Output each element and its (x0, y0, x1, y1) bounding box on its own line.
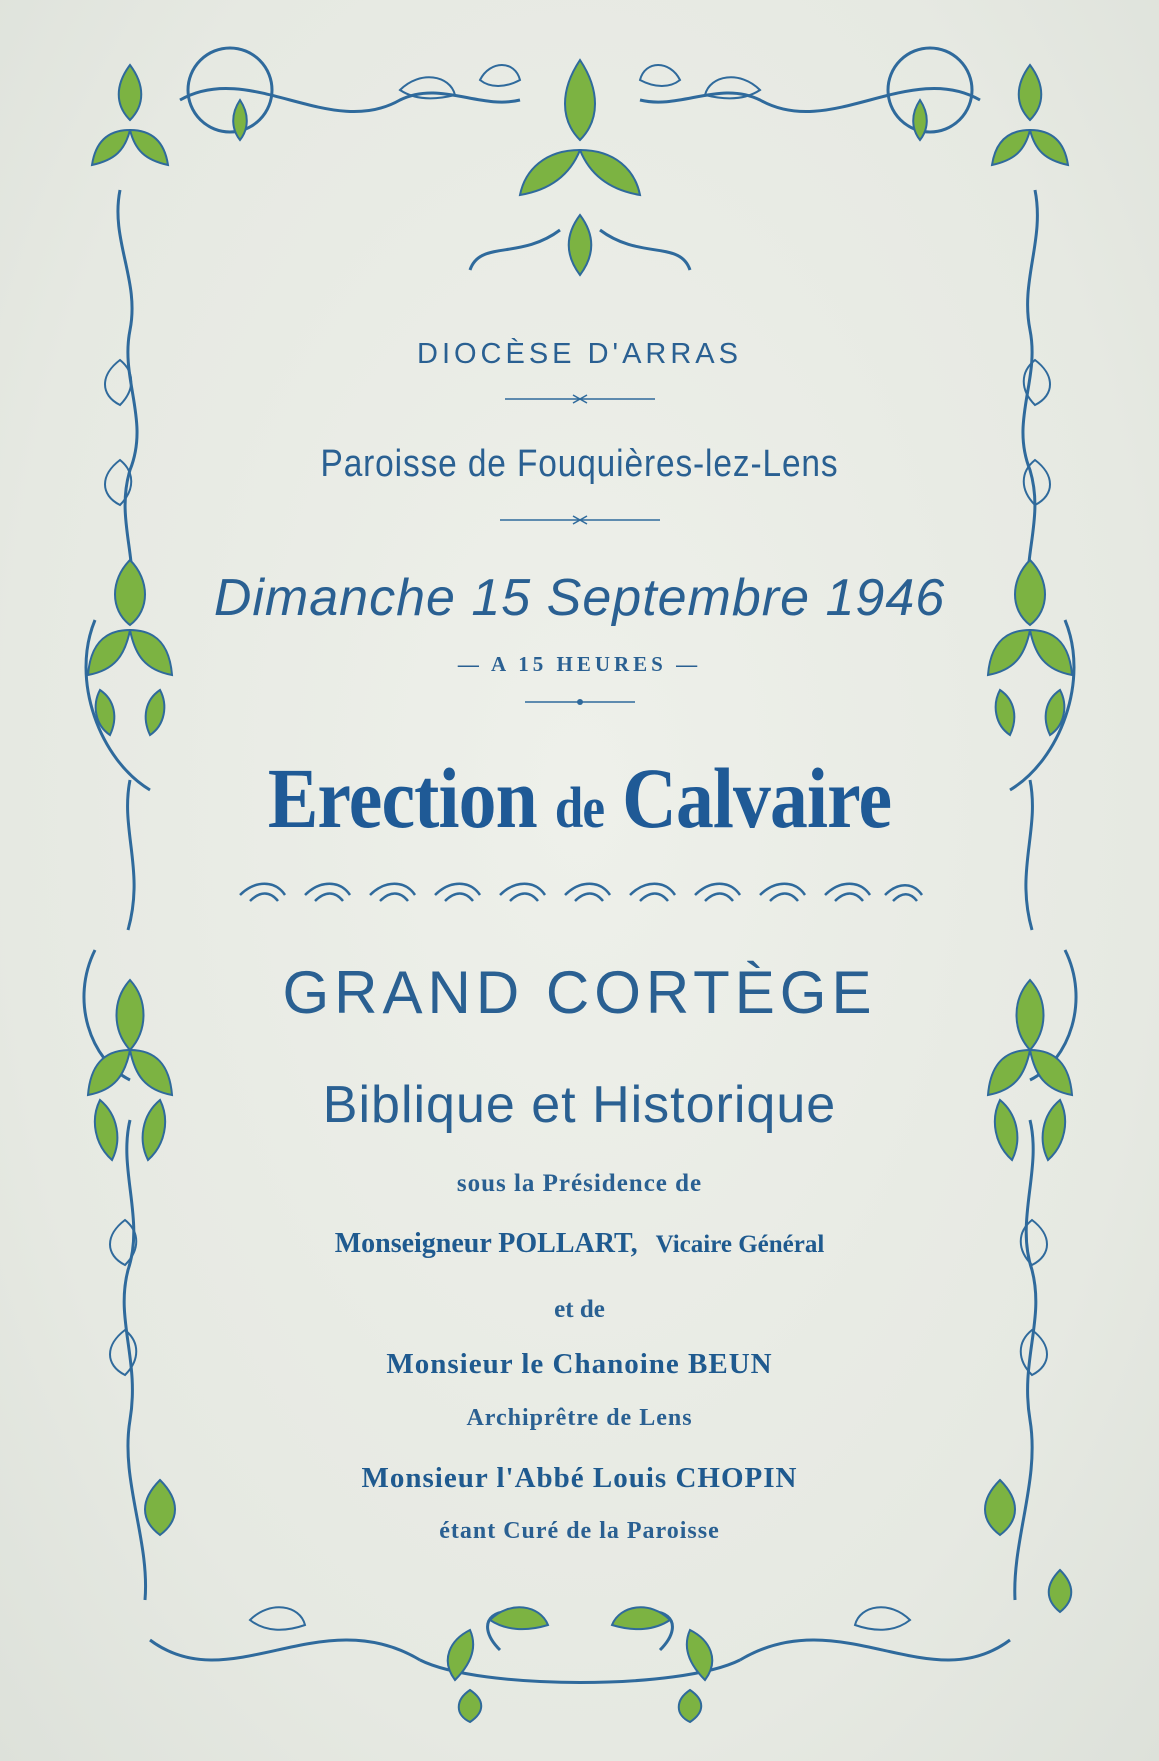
presiding-person-3: Monsieur l'Abbé Louis CHOPIN (361, 1462, 798, 1494)
person-1-name: Monseigneur POLLART, (334, 1228, 638, 1259)
procession-heading: GRAND CORTÈGE (282, 959, 877, 1026)
event-time: — A 15 HEURES — (457, 652, 702, 676)
divider-rule (500, 513, 660, 527)
event-title (70, 748, 1090, 848)
title-word-erection: Erection (267, 750, 537, 846)
divider-rule (505, 392, 655, 406)
presiding-person-1 (0, 1228, 1159, 1260)
person-1-title: Vicaire Général (655, 1231, 825, 1258)
diocese-heading: DIOCÈSE D'ARRAS (417, 338, 742, 370)
parish-name: Paroisse de Fouquières-lez-Lens (320, 443, 839, 485)
procession-subheading: Biblique et Historique (322, 1076, 837, 1134)
title-word-de: de (554, 775, 605, 840)
wave-ornament (230, 875, 930, 907)
person-3-title: étant Curé de la Paroisse (439, 1518, 720, 1544)
border-lines (84, 48, 1076, 1683)
divider-rule (525, 695, 635, 709)
presiding-person-2: Monsieur le Chanoine BEUN (386, 1348, 773, 1380)
presidency-intro: sous la Présidence de (456, 1170, 703, 1197)
event-date: Dimanche 15 Septembre 1946 (213, 569, 946, 627)
title-word-calvaire: Calvaire (622, 750, 892, 846)
person-2-title: Archiprêtre de Lens (466, 1405, 693, 1431)
presidency-conjunction: et de (554, 1296, 605, 1323)
